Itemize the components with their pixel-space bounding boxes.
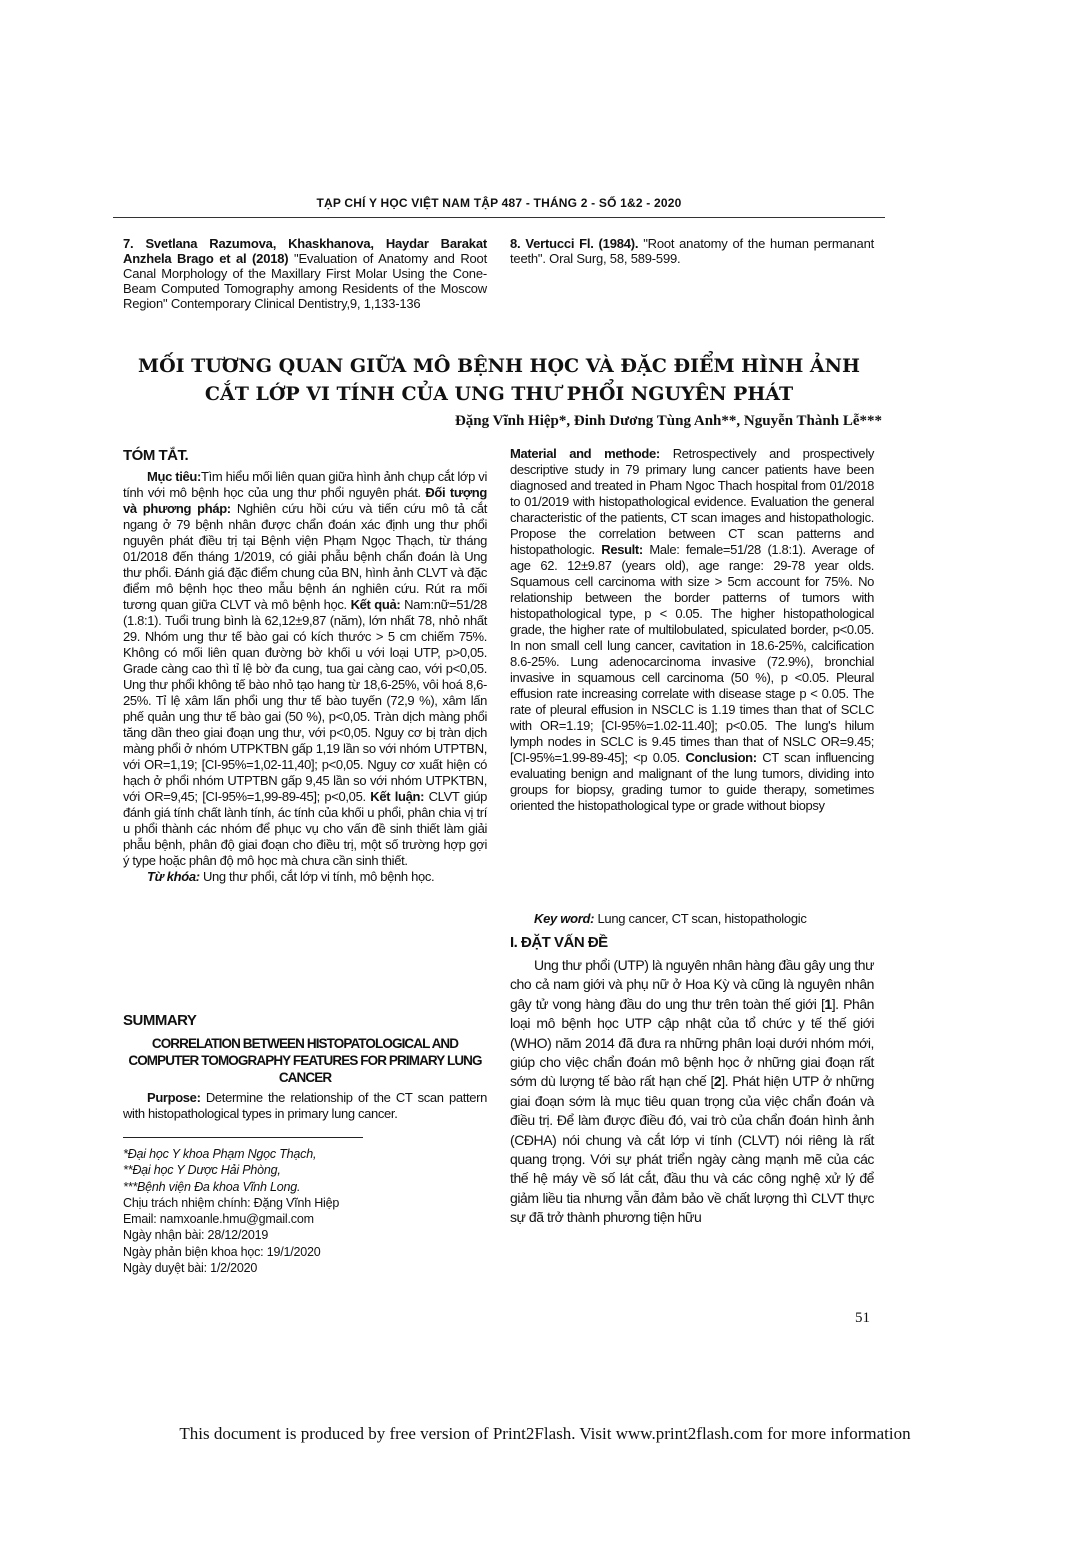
- summary-body: [510, 446, 874, 814]
- email: Email: namxoanle.hmu@gmail.com: [123, 1212, 314, 1227]
- label: Result:: [601, 542, 643, 557]
- conclusion-text: CLVT giúp đánh giá tính chất lành tính, ác tính của khối u phổi, phân chia vị trí u phổi thành các nhóm để phục vụ cho vấn đề sinh thiết làm giải phẫu bệnh, phân độ giai đoạn cho điều trị, một số trường hợp gợi ý type hoặc phân độ mô học mà chưa cần sinh thiết.: [123, 789, 488, 868]
- title-line-1: MỐI TƯƠNG QUAN GIỮA MÔ BỆNH HỌC VÀ ĐẶC ĐIỂM HÌNH ẢNH: [138, 355, 860, 377]
- purpose-text: Determine the relationship of the CT scan pattern with histopathological types in primary lung cancer.: [123, 1090, 487, 1121]
- section-1-body: [510, 956, 874, 1228]
- label: Key word:: [534, 911, 595, 926]
- summary-purpose: [123, 1090, 487, 1122]
- paragraph-text: Ung thư phổi (UTP) là nguyên nhân hàng đầu gây ung thư cho cả nam giới và phụ nữ ở Hoa Kỳ và cũng là nguyên nhân gây tử vong hàng đầu do ung thư trên toàn thế giới [: [510, 957, 874, 1012]
- footnotes: [123, 1146, 339, 1276]
- label: Từ khóa:: [147, 869, 200, 884]
- keywords-text: Ung thư phổi, cắt lớp vi tính, mô bệnh học.: [202, 869, 435, 884]
- reference-authors: Vertucci Fl. (1984).: [525, 236, 639, 251]
- key-words: [534, 911, 807, 927]
- title-line-2: CẮT LỚP VI TÍNH CỦA UNG THƯ PHỔI NGUYÊN PHÁT: [204, 383, 794, 405]
- reference-number: 7.: [123, 236, 134, 251]
- article-title: [113, 352, 885, 408]
- reference-text: "Evaluation of Anatomy and Root Canal Morphology of the Maxillary First Molar Using the Cone-Beam Computed Tomography among Residents of the Moscow Region" Contemporary Clinical Dentistry,9, 1,133-136: [123, 251, 487, 311]
- label: Đối tượng và phương pháp:: [123, 485, 487, 516]
- footnote-divider: [123, 1137, 363, 1138]
- reference-7: [123, 236, 487, 311]
- methods-text: Retrospectively and prospectively descriptive study in 79 primary lung cancer patients have been diagnosed and treated in Pham Ngoc Thach hospital from 01/2018 to 01/2019 with histopathological evidence. Evaluation the general characteristic of the patients, CT scan images and histopathologic. Propose the correlation between CT scan patterns and histopathologic.: [510, 446, 875, 557]
- label: Material and methode:: [510, 446, 660, 461]
- objective-text: Tìm hiểu mối liên quan giữa hình ảnh chụp cắt lớp vi tính với mô bệnh học của ung thư phổi nguyên phát.: [123, 469, 488, 500]
- corresponding-author: Chịu trách nhiệm chính: Đặng Vĩnh Hiệp: [123, 1195, 340, 1210]
- reference-text: "Root anatomy of the human permanant teeth". Oral Surg, 58, 589-599.: [510, 236, 875, 266]
- conclusion-text: CT scan influencing evaluating benign and malignant of the lung tumors, dividing into groups for biopsy, grading tumor to guide therapy, sometimes oriented the histopathological type or grade without biopsy: [510, 750, 875, 813]
- label: Mục tiêu:: [147, 469, 201, 484]
- page-number: 51: [855, 1310, 870, 1326]
- label: Kết quả:: [350, 597, 401, 612]
- results-text: Male: female=51/28 (1.8:1). Average of age 62. 12±9.87 (years old), age range: 29-78 year olds. Squamous cell carcinoma with size > 5cm account for 75%. No relationship between the border patterns of tumors with histopathological type, p < 0.05. The higher histopathological grade, the higher rate of multilobulated, spiculated border, p<0.05. In non small cell lung cancer, cavitation in 18.6-25%, calcification 8.6-25%. Lung adenocarcinoma invasive (72.9%), bronchial invasive in squamous cell carcinoma (50 %), p <0.05. Pleural effusion rate increasing correlate with disease stage p < 0.05. The rate of pleural effusion in NSCLC is 1.19 times than that of SCLC with OR=1.19; [CI-95%=1.02-11.40]; p<0.05. The lung's hilum lymph nodes in SCLC is 9.45 times than that of NSLC OR=9.45; [CI-95%=1.99-89-45]; <p 0.05.: [510, 542, 875, 765]
- print2flash-notice: This document is produced by free version of Print2Flash. Visit www.print2flash.com for more information: [179, 1424, 911, 1443]
- affiliation: *Đại học Y khoa Phạm Ngọc Thạch,: [123, 1147, 317, 1161]
- reference-8: [510, 236, 874, 266]
- abstract-vi-heading: TÓM TẮT.: [123, 447, 189, 464]
- section-1-heading: I. ĐẶT VẤN ĐỀ: [510, 934, 608, 951]
- paragraph-text: ]. Phân loại mô bệnh học UTP cập nhật của tổ chức y tế thế giới (WHO) năm 2014 đã đưa ra những phân loại dưới nhóm mới, giúp cho việc chẩn đoán mô bệnh học ở những giai đoạn rất sớm dù lượng tế bào rất hạn chế [: [510, 995, 874, 1090]
- article-authors: Đặng Vĩnh Hiệp*, Đinh Dương Tùng Anh**, Nguyễn Thành Lễ***: [454, 413, 882, 429]
- abstract-vi: [123, 469, 487, 885]
- label: Conclusion:: [685, 750, 757, 765]
- reference-authors: Svetlana Razumova, Khaskhanova, Haydar Barakat Anzhela Brago et al (2018): [123, 236, 487, 266]
- citation: 2: [713, 1073, 722, 1090]
- label: Kết luận:: [370, 789, 425, 804]
- label: Purpose:: [147, 1090, 201, 1105]
- journal-header: TẠP CHÍ Y HỌC VIỆT NAM TẬP 487 - THÁNG 2 - SỐ 1&2 - 2020: [316, 196, 682, 210]
- methods-text: Nghiên cứu hồi cứu và tiến cứu mô tả cắt ngang ở 79 bệnh nhân được chẩn đoán xác định ung thư phổi nguyên phát điều trị tại Bệnh viện Phạm Ngọc Thạch, từ tháng 01/2018 đến tháng 1/2019, có giải phẫu bệnh chẩn đoán là Ung thư phổi. Đánh giá đặc điểm chung của BN, hình ảnh CLVT và đặc điểm mô bệnh học theo mẫu bệnh án nghiên cứu. Rút ra mối tương quan giữa CLVT và mô bệnh học.: [123, 501, 487, 612]
- keywords-text: Lung cancer, CT scan, histopathologic: [597, 911, 807, 926]
- results-text: Nam:nữ=51/28 (1.8:1). Tuổi trung bình là 62,12±9,87 (năm), lớn nhất 78, nhỏ nhất 29. Nhóm ung thư tế bào gai có kích thước > 5 cm chiếm 75%. Không có mối liên quan đường bờ khối u với loại UTP, p>0,05. Grade càng cao thì tỉ lệ bờ đa cung, tua gai càng cao, với p<0,05. Ung thư phổi không tế bào nhỏ tạo hang từ 18,6-25%, vôi hoá 8,6-25%. Tỉ lệ xâm lấn phổi ung thư tế bào tuyến (72,9 %), xâm lấn phế quản ung thư tế bào gai (50 %), p<0,05. Tràn dịch màng phổi tăng dần theo giai đoạn ung thư, với p<0,05. Nguy cơ bị tràn dịch màng phổi ở nhóm UTPKTBN gấp 1,19 lần so với nhóm UTPTBN, với OR=1,19; [CI-95%=1,02-11,40]; p<0,05. Nguy cơ xuất hiện có hạch ở phổi nhóm UTPTBN gấp 9,45 lần so với nhóm UTPKTBN, với OR=9,45; [CI-95%=1,99-89-45]; p<0,05.: [123, 597, 488, 804]
- date-approved: Ngày duyệt bài: 1/2/2020: [123, 1261, 258, 1276]
- paragraph-text: ]. Phát hiện UTP ở những giai đoạn sớm là mục tiêu quan trọng của việc chẩn đoán và điều trị. Để làm được điều đó, vai trò của chẩn đoán hình ảnh (CĐHA) nói chung và cắt lớp vi tính (CLVT) nói riêng là rất quang trọng. Với sự phát triển ngày càng mạnh mẽ của các thế hệ máy về số lát cắt, đầu thu và các công nghệ xử lý để giảm liều tia nhưng vẫn đảm bảo về chất lượng thì CLVT thực sự đã trở thành phương tiện hữu: [510, 1073, 874, 1226]
- affiliation: ***Bệnh viện Đa khoa Vĩnh Long.: [123, 1179, 301, 1194]
- affiliation: **Đại học Y Dược Hải Phòng,: [123, 1163, 281, 1178]
- reference-number: 8.: [510, 236, 521, 251]
- citation: 1: [824, 995, 832, 1012]
- header-divider: [113, 217, 885, 218]
- summary-heading: SUMMARY: [123, 1012, 197, 1029]
- date-received: Ngày nhận bài: 28/12/2019: [123, 1228, 269, 1243]
- summary-title: CORRELATION BETWEEN HISTOPATOLOGICAL AND COMPUTER TOMOGRAPHY FEATURES FOR PRIMARY LUNG CANCER: [128, 1036, 482, 1085]
- date-reviewed: Ngày phản biện khoa học: 19/1/2020: [123, 1244, 321, 1259]
